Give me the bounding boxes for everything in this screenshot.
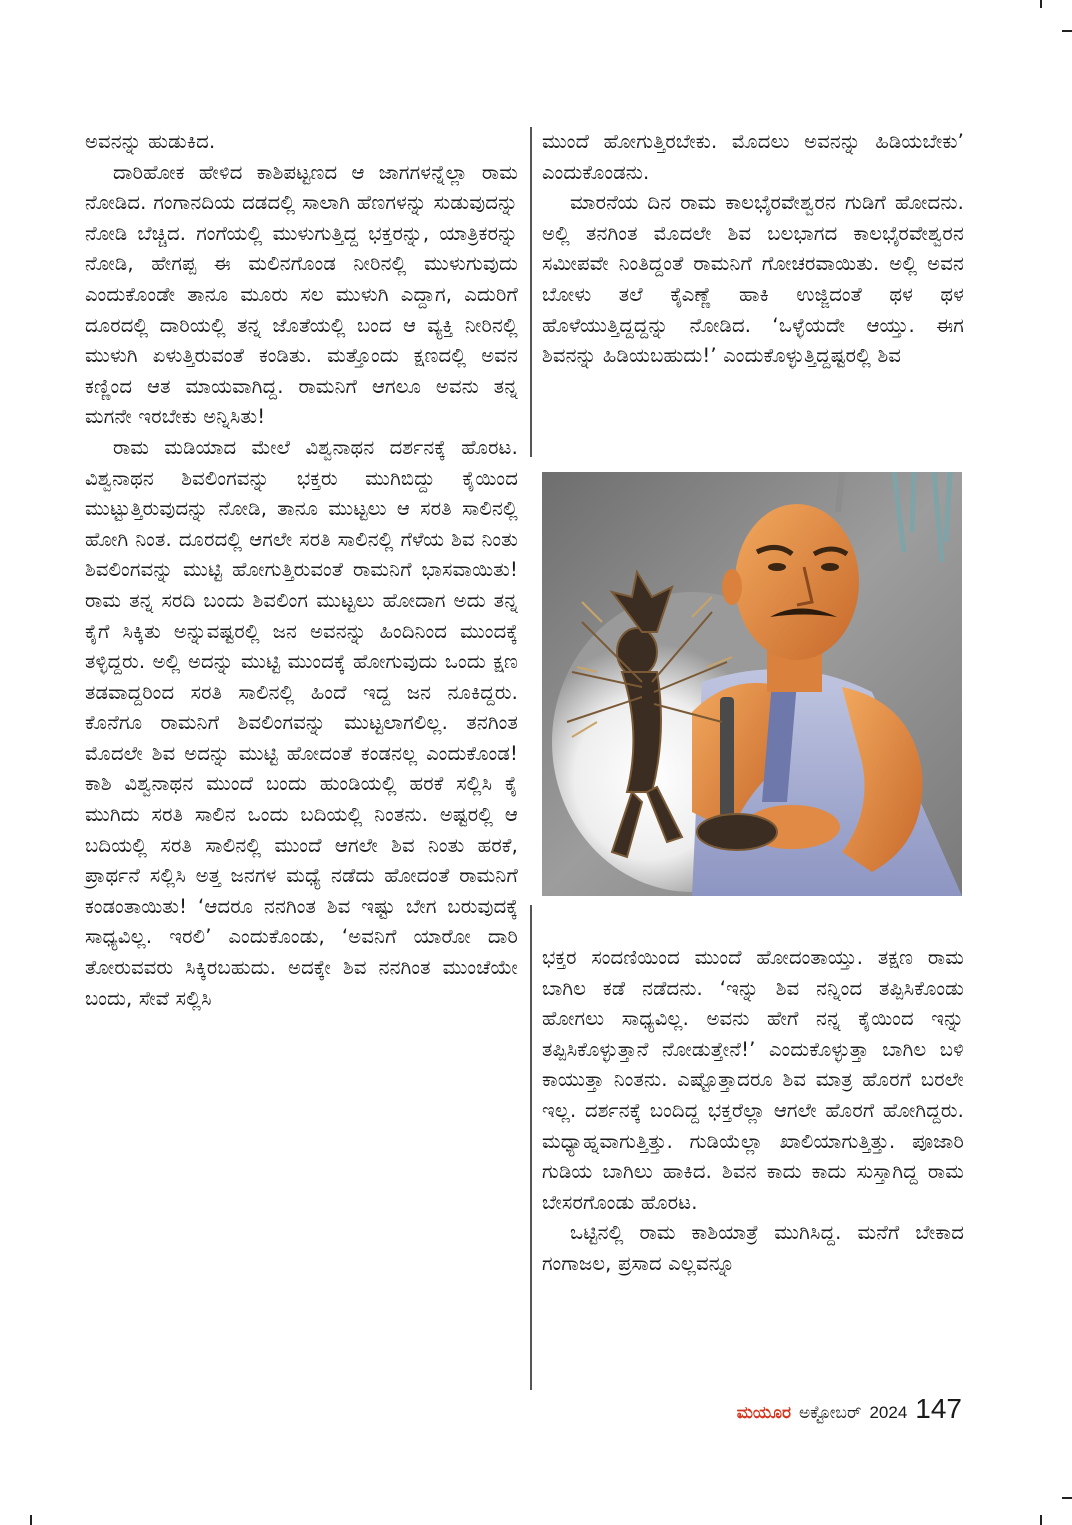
paragraph: ಅವನನ್ನು ಹುಡುಕಿದ. [85, 130, 216, 153]
illustration-craftsman-icon [542, 472, 962, 896]
paragraph: ಮುಂದೆ ಹೋಗುತ್ತಿರಬೇಕು. ಮೊದಲು ಅವನನ್ನು ಹಿಡಿಯಬೇಕು’ ಎಂದುಕೊಂಡನು. [542, 130, 964, 184]
paragraph: ಭಕ್ತರ ಸಂದಣಿಯಿಂದ ಮುಂದೆ ಹೋದಂತಾಯ್ತು. ತಕ್ಷಣ ರಾಮ ಬಾಗಿಲ ಕಡೆ ನಡೆದನು. ‘ಇನ್ನು ಶಿವ ನನ್ನಿಂದ ತಪ್ಪಿಸಿಕೊಂಡು ಹೋಗಲು ಸಾಧ್ಯವಿಲ್ಲ. ಅವನು ಹೇಗೆ ನನ್ನ ಕೈಯಿಂದ ಇನ್ನು ತಪ್ಪಿಸಿಕೊಳ್ಳುತ್ತಾನೆ ನೋಡುತ್ತೇನೆ!’ ಎಂದುಕೊಳ್ಳುತ್ತಾ ಬಾಗಿಲ ಬಳಿ ಕಾಯುತ್ತಾ ನಿಂತನು. ಎಷ್ಟೊತ್ತಾದರೂ ಶಿವ ಮಾತ್ರ ಹೊರಗೆ ಬರಲೇ ಇಲ್ಲ. ದರ್ಶನಕ್ಕೆ ಬಂದಿದ್ದ ಭಕ್ತರೆಲ್ಲಾ ಆಗಲೇ ಹೊರಗೆ ಹೋಗಿದ್ದರು. ಮಧ್ಯಾಹ್ನವಾಗುತ್ತಿತ್ತು. ಗುಡಿಯೆಲ್ಲಾ ಖಾಲಿಯಾಗುತ್ತಿತ್ತು. ಪೂಜಾರಿ ಗುಡಿಯ ಬಾಗಿಲು ಹಾಕಿದ. ಶಿವನ ಕಾದು ಕಾದು ಸುಸ್ತಾಗಿದ್ದ ರಾಮ ಬೇಸರಗೊಂಡು ಹೊರಟ. [542, 946, 964, 1214]
crop-mark [1040, 0, 1042, 8]
issue-year: 2024 [869, 1403, 908, 1422]
crop-mark [1040, 1515, 1042, 1525]
magazine-brand: ಮಯೂರ [736, 1403, 791, 1423]
paragraph: ರಾಮ ಮಡಿಯಾದ ಮೇಲೆ ವಿಶ್ವನಾಥನ ದರ್ಶನಕ್ಕೆ ಹೊರಟ. ವಿಶ್ವನಾಥನ ಶಿವಲಿಂಗವನ್ನು ಭಕ್ತರು ಮುಗಿಬಿದ್ದು ಕೈಯಿಂದ ಮುಟ್ಟುತ್ತಿರುವುದನ್ನು ನೋಡಿ, ತಾನೂ ಮುಟ್ಟಲು ಆ ಸರತಿ ಸಾಲಿನಲ್ಲಿ ಹೋಗಿ ನಿಂತ. ದೂರದಲ್ಲಿ ಆಗಲೇ ಸರತಿ ಸಾಲಿನಲ್ಲಿ ಗೆಳೆಯ ಶಿವ ನಿಂತು ಶಿವಲಿಂಗವನ್ನು ಮುಟ್ಟಿ ಹೋಗುತ್ತಿರುವಂತೆ ರಾಮನಿಗೆ ಭಾಸವಾಯಿತು! ರಾಮ ತನ್ನ ಸರದಿ ಬಂದು ಶಿವಲಿಂಗ ಮುಟ್ಟಲು ಹೋದಾಗ ಅದು ತನ್ನ ಕೈಗೆ ಸಿಕ್ಕಿತು ಅನ್ನುವಷ್ಟರಲ್ಲಿ ಜನ ಅವನನ್ನು ಹಿಂದಿನಿಂದ ಮುಂದಕ್ಕೆ ತಳ್ಳಿದ್ದರು. ಅಲ್ಲಿ ಅದನ್ನು ಮುಟ್ಟಿ ಮುಂದಕ್ಕೆ ಹೋಗುವುದು ಒಂದು ಕ್ಷಣ ತಡವಾದ್ದರಿಂದ ಸರತಿ ಸಾಲಿನಲ್ಲಿ ಹಿಂದೆ ಇದ್ದ ಜನ ನೂಕಿದ್ದರು. ಕೊನೆಗೂ ರಾಮನಿಗೆ ಶಿವಲಿಂಗವನ್ನು ಮುಟ್ಟಲಾಗಲಿಲ್ಲ. ತನಗಿಂತ ಮೊದಲೇ ಶಿವ ಅದನ್ನು ಮುಟ್ಟಿ ಹೋದಂತೆ ಕಂಡನಲ್ಲ ಎಂದುಕೊಂಡ! ಕಾಶಿ ವಿಶ್ವನಾಥನ ಮುಂದೆ ಬಂದು ಹುಂಡಿಯಲ್ಲಿ ಹರಕೆ ಸಲ್ಲಿಸಿ ಕೈ ಮುಗಿದು ಸರತಿ ಸಾಲಿನ ಒಂದು ಬದಿಯಲ್ಲಿ ನಿಂತನು. ಅಷ್ಟರಲ್ಲಿ ಆ ಬದಿಯಲ್ಲಿ ಸರತಿ ಸಾಲಿನಲ್ಲಿ ಮುಂದೆ ಆಗಲೇ ಶಿವ ನಿಂತು ಹರಕೆ, ಪ್ರಾರ್ಥನೆ ಸಲ್ಲಿಸಿ ಅತ್ತ ಜನಗಳ ಮಧ್ಯೆ ನಡೆದು ಹೋದಂತೆ ರಾಮನಿಗೆ ಕಂಡಂತಾಯಿತು! ‘ಆದರೂ ನನಗಿಂತ ಶಿವ ಇಷ್ಟು ಬೇಗ ಬರುವುದಕ್ಕೆ ಸಾಧ್ಯವಿಲ್ಲ. ಇರಲಿ’ ಎಂದುಕೊಂಡು, ‘ಅವನಿಗೆ ಯಾರೋ ದಾರಿ ತೋರುವವರು ಸಿಕ್ಕಿರಬಹುದು. ಅದಕ್ಕೇ ಶಿವ ನನಗಿಂತ ಮುಂಚೆಯೇ ಬಂದು, ಸೇವೆ ಸಲ್ಲಿಸಿ [85, 435, 518, 1010]
column-divider [530, 905, 532, 1390]
crop-mark [1062, 1497, 1072, 1499]
column-divider [530, 127, 532, 457]
crop-mark [30, 1515, 32, 1525]
paragraph: ದಾರಿಹೋಕ ಹೇಳಿದ ಕಾಶಿಪಟ್ಟಣದ ಆ ಜಾಗಗಳನ್ನೆಲ್ಲಾ ರಾಮ ನೋಡಿದ. ಗಂಗಾನದಿಯ ದಡದಲ್ಲಿ ಸಾಲಾಗಿ ಹೆಣಗಳನ್ನು ಸುಡುವುದನ್ನು ನೋಡಿ ಬೆಚ್ಚಿದ. ಗಂಗೆಯಲ್ಲಿ ಮುಳುಗುತ್ತಿದ್ದ ಭಕ್ತರನ್ನು, ಯಾತ್ರಿಕರನ್ನು ನೋಡಿ, ಹೇಗಪ್ಪ ಈ ಮಲಿನಗೊಂಡ ನೀರಿನಲ್ಲಿ ಮುಳುಗುವುದು ಎಂದುಕೊಂಡೇ ತಾನೂ ಮೂರು ಸಲ ಮುಳುಗಿ ಎದ್ದಾಗ, ಎದುರಿಗೆ ದೂರದಲ್ಲಿ ದಾರಿಯಲ್ಲಿ ತನ್ನ ಜೊತೆಯಲ್ಲಿ ಬಂದ ಆ ವ್ಯಕ್ತಿ ನೀರಿನಲ್ಲಿ ಮುಳುಗಿ ಏಳುತ್ತಿರುವಂತೆ ಕಂಡಿತು. ಮತ್ತೊಂದು ಕ್ಷಣದಲ್ಲಿ ಅವನ ಕಣ್ಣಿಂದ ಆತ ಮಾಯವಾಗಿದ್ದ. ರಾಮನಿಗೆ ಆಗಲೂ ಅವನು ತನ್ನ ಮಗನೇ ಇರಬೇಕು ಅನ್ನಿಸಿತು! [85, 160, 518, 429]
crop-mark [1062, 30, 1072, 32]
issue-month: ಅಕ್ಟೋಬರ್ [798, 1403, 862, 1423]
page-number: 147 [915, 1393, 962, 1424]
article-column-right-top [542, 127, 964, 372]
article-column-left [85, 127, 518, 1014]
article-column-right-bottom [542, 943, 964, 1280]
paragraph: ಒಟ್ಟಿನಲ್ಲಿ ರಾಮ ಕಾಶಿಯಾತ್ರೆ ಮುಗಿಸಿದ್ದ. ಮನೆಗೆ ಬೇಕಾದ ಗಂಗಾಜಲ, ಪ್ರಸಾದ ಎಲ್ಲವನ್ನೂ [542, 1221, 964, 1275]
paragraph: ಮಾರನೆಯ ದಿನ ರಾಮ ಕಾಲಭೈರವೇಶ್ವರನ ಗುಡಿಗೆ ಹೋದನು. ಅಲ್ಲಿ ತನಗಿಂತ ಮೊದಲೇ ಶಿವ ಬಲಭಾಗದ ಕಾಲಭೈರವೇಶ್ವರನ ಸಮೀಪವೇ ನಿಂತಿದ್ದಂತೆ ರಾಮನಿಗೆ ಗೋಚರವಾಯಿತು. ಅಲ್ಲಿ ಅವನ ಬೋಳು ತಲೆ ಕೈಎಣ್ಣೆ ಹಾಕಿ ಉಜ್ಜಿದಂತೆ ಥಳ ಥಳ ಹೊಳೆಯುತ್ತಿದ್ದದ್ದನ್ನು ನೋಡಿದ. ‘ಒಳ್ಳೆಯದೇ ಆಯ್ತು. ಈಗ ಶಿವನನ್ನು ಹಿಡಿಯಬಹುದು!’ ಎಂದುಕೊಳ್ಳುತ್ತಿದ್ದಷ್ಟರಲ್ಲಿ ಶಿವ [542, 191, 964, 368]
page-footer [700, 1393, 962, 1425]
